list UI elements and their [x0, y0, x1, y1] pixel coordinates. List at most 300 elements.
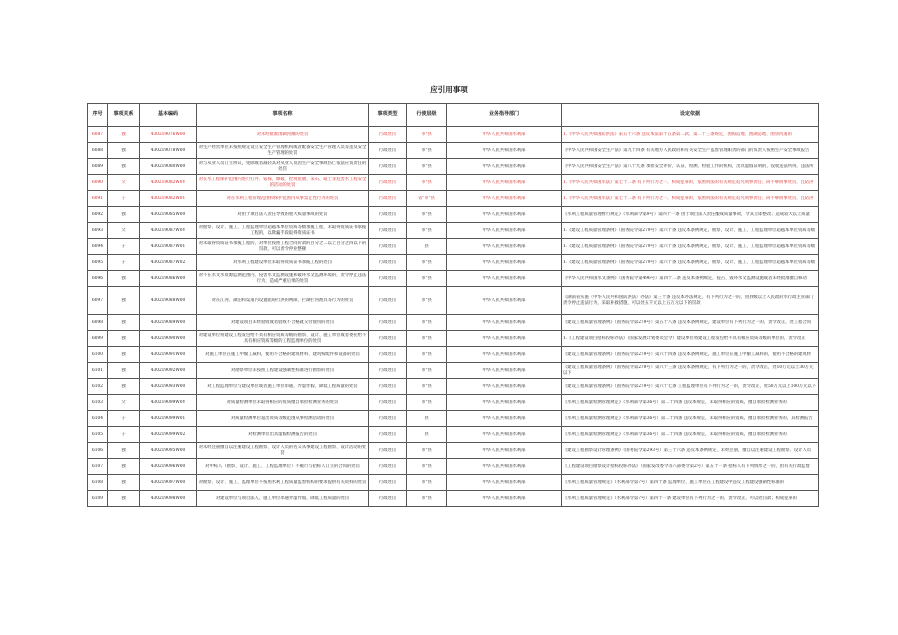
cell-relation: 独 [121, 163, 126, 169]
cell-type: 行政处罚 [378, 415, 397, 421]
cell-basis: 《水利工程质量管理规定》（水利部令第7号）第四十一条 建设单位有下列行为之一的，责令改正，可以处罚款；构成犯罪的 [563, 495, 797, 501]
cell-code-wrap [140, 159, 197, 175]
cell-type-wrap [369, 159, 407, 175]
cell-type: 行政处罚 [378, 319, 397, 325]
cell-code-wrap [140, 271, 197, 287]
cell-type: 行政处罚 [378, 227, 397, 233]
cell-code: 430219098W00 [150, 495, 186, 501]
cell-no: 6107 [92, 463, 103, 469]
cell-name-wrap [197, 459, 369, 475]
cell-basis-wrap [562, 347, 819, 363]
cell-level-wrap [407, 287, 447, 315]
cell-basis-wrap [562, 331, 819, 347]
cell-code: 430219093W00 [150, 383, 186, 389]
cell-dept-wrap [447, 491, 562, 507]
cell-code: 430219097W00 [150, 479, 186, 485]
cell-dept: 中华人民共和国水利部 [482, 131, 526, 137]
cell-relation: 独 [121, 147, 126, 153]
cell-code-wrap [140, 475, 197, 491]
cell-level: 市"县 [421, 367, 432, 373]
cell-basis: 《建设工程质量管理条例》（国务院令第279号）第五十八条 违反本条例规定，建设单位有下列行为之一的，责令改正，处工程合同 [563, 319, 812, 325]
table-row [88, 175, 819, 191]
cell-code-wrap [140, 443, 197, 459]
cell-basis-wrap [562, 363, 819, 379]
cell-no: 6096 [92, 275, 103, 281]
cell-code-wrap [140, 223, 197, 239]
cell-dept: 中华人民共和国水利部 [482, 351, 526, 357]
cell-no: 6105 [92, 431, 103, 437]
cell-code: 430219087W0Y [150, 227, 186, 233]
cell-basis: 《建设工程质量管理条例》（国务院令第279号）第六十三条 违反本条例规定，有下列行为之一的，责令改正，处10万元以上30万元以下 [563, 365, 814, 376]
cell-no-wrap [88, 159, 108, 175]
cell-name-wrap [197, 175, 369, 191]
cell-name-wrap [197, 143, 369, 159]
cell-no-wrap [88, 191, 108, 207]
cell-name-wrap [197, 427, 369, 443]
cell-level-wrap [407, 239, 447, 255]
cell-relation: 子 [121, 415, 126, 421]
cell-level-wrap [407, 475, 447, 491]
cell-basis-wrap [562, 475, 819, 491]
cell-level-wrap [407, 207, 447, 223]
cell-basis: 《中华人民共和国安全生产法》第八十九条 承担安全评价、认证、检测、检验工作的机构，出具虚假证明的，没收违法所得，违法所 [563, 163, 814, 169]
cell-dept: 中华人民共和国水利部 [482, 335, 526, 341]
cell-level: 市"县 [421, 163, 432, 169]
cell-level-wrap [407, 175, 447, 191]
cell-dept: 中华人民共和国水利部 [482, 367, 526, 373]
cell-type-wrap [369, 315, 407, 331]
cell-relation-wrap [108, 287, 140, 315]
cell-dept-wrap [447, 315, 562, 331]
cell-code-wrap [140, 127, 197, 143]
cell-name: 对质量检测单位未取得相应的资质擅自承担检测业务的处罚 [226, 399, 339, 405]
cell-name: 对未经注册擅自以注册建设工程勘察、设计人员的名义从事建设工程勘察、设计活动的处罚 [198, 445, 367, 456]
cell-no: 6095 [92, 259, 103, 265]
cell-type-wrap [369, 127, 407, 143]
cell-no-wrap [88, 175, 108, 191]
cell-name: 对建设项目未经验收或者验收不合格就交付使用的处罚 [230, 319, 335, 325]
cell-name: 对水利工程建设单位未取得资质证书承揽工程的处罚 [233, 259, 332, 265]
cell-dept-wrap [447, 363, 562, 379]
cell-name-wrap [197, 395, 369, 411]
cell-dept-wrap [447, 159, 562, 175]
cell-relation: 父 [121, 227, 126, 233]
cell-dept-wrap [447, 223, 562, 239]
table-row [88, 287, 819, 315]
cell-code: 430219090W00 [150, 335, 186, 341]
cell-dept-wrap [447, 127, 562, 143]
table-row [88, 379, 819, 395]
cell-level-wrap [407, 223, 447, 239]
cell-level-wrap [407, 159, 447, 175]
cell-no: 6097 [92, 297, 103, 303]
cell-type: 行政处罚 [378, 367, 397, 373]
cell-name: 对工程监理单位与建设单位或者施工单位串通，弄虚作假、降低工程质量的处罚 [207, 383, 358, 389]
cell-level: 省"市"县 [418, 195, 435, 201]
cell-name: 对中标人（勘察、设计、施工、工程监理单位）不履行与招标人订立的合同的处罚 [205, 463, 360, 469]
cell-relation: 子 [121, 195, 126, 201]
cell-no: 6102 [92, 383, 103, 389]
cell-no-wrap [88, 331, 108, 347]
cell-no: 6104 [92, 415, 103, 421]
cell-no: 6093 [92, 227, 103, 233]
cell-type-wrap [369, 331, 407, 347]
cell-no-wrap [88, 379, 108, 395]
cell-relation: 独 [121, 211, 126, 217]
cell-level: 市"县 [421, 335, 432, 341]
header-basis: 设定依据 [562, 104, 819, 127]
cell-relation: 独 [121, 447, 126, 453]
cell-code-wrap [140, 347, 197, 363]
cell-basis: 《水利工程质量检测管理规定》（水利部令第36号）第二十四条 违反本规定，未取得相应的资质，擅自承担检测业务的 [563, 431, 787, 437]
cell-basis-wrap [562, 271, 819, 287]
cell-dept: 中华人民共和国水利部 [482, 259, 526, 265]
cell-basis-wrap [562, 315, 819, 331]
cell-no: 6090 [92, 179, 103, 185]
cell-type-wrap [369, 443, 407, 459]
cell-dept-wrap [447, 143, 562, 159]
cell-code: 430219087W02 [150, 259, 186, 265]
cell-dept-wrap [447, 347, 562, 363]
cell-type: 行政处罚 [378, 399, 397, 405]
cell-no: 6094 [92, 243, 103, 249]
cell-no: 6103 [92, 399, 103, 405]
cell-code: 430219087W01 [150, 243, 186, 249]
cell-level: 市"县 [421, 131, 432, 137]
cell-level: 市"县 [421, 399, 432, 405]
cell-name-wrap [197, 239, 369, 255]
cell-basis: 《建设工程质量管理条例》（国务院令第279号）第六十七条 工程监理单位有下列行为之一的，责令改正，处50万元以上100万元以下 [563, 383, 817, 389]
cell-dept: 中华人民共和国水利部 [482, 495, 526, 501]
cell-relation-wrap [108, 159, 140, 175]
cell-type-wrap [369, 255, 407, 271]
cell-level: 市"县 [421, 147, 432, 153]
cell-dept: 中华人民共和国水利部 [482, 383, 526, 389]
cell-type: 行政处罚 [378, 179, 397, 185]
cell-relation: 父 [121, 179, 126, 185]
cell-level: 市"县 [421, 383, 432, 389]
table-row [88, 191, 819, 207]
cell-dept: 中华人民共和国水利部 [482, 211, 526, 217]
cell-no-wrap [88, 207, 108, 223]
cell-no-wrap [88, 363, 108, 379]
cell-no: 6109 [92, 495, 103, 501]
table-row [88, 491, 819, 507]
cell-no-wrap [88, 475, 108, 491]
cell-basis: 《建设工程勘察设计管理条例》（国务院令第293号）第三十六条 违反本条例规定，未经注册，擅自以注册建设工程勘察、设计人员 [563, 447, 812, 453]
cell-level-wrap [407, 411, 447, 427]
cell-relation-wrap [108, 207, 140, 223]
cell-code: 430219085W00 [150, 211, 186, 217]
cell-level: 市"县 [421, 275, 432, 281]
cell-basis: 1.《中华人民共和国水法》第七十二条 有下列行为之一，构成犯罪的，依照刑法的有关规定追究刑事责任；尚不够刑事处罚，且防洪 [563, 195, 814, 201]
cell-type: 行政处罚 [378, 463, 397, 469]
table-row [88, 143, 819, 159]
cell-no: 6092 [92, 211, 103, 217]
cell-no-wrap [88, 223, 108, 239]
header-code: 基本编码 [140, 104, 197, 127]
cell-code-wrap [140, 191, 197, 207]
cell-type-wrap [369, 287, 407, 315]
cell-basis: 《中华人民共和国水文条例》（国务院令第496号）第四十二条 违反本条例规定，侵占、毁坏水文监测设施或者未经批准擅自移动 [563, 275, 807, 281]
cell-no-wrap [88, 395, 108, 411]
cell-dept-wrap [447, 475, 562, 491]
cell-dept: 中华人民共和国水利部 [482, 275, 526, 281]
cell-dept: 中华人民共和国水利部 [482, 479, 526, 485]
cell-relation-wrap [108, 379, 140, 395]
cell-name: 对与从业人员订立协议，免除或者减轻其对从业人员因生产安全事故伤亡依法应负责任的处罚 [198, 161, 367, 172]
table-row [88, 271, 819, 287]
table-row [88, 239, 819, 255]
cell-relation-wrap [108, 271, 140, 287]
cell-code-wrap [140, 255, 197, 271]
cell-name-wrap [197, 379, 369, 395]
cell-dept-wrap [447, 255, 562, 271]
cell-relation: 独 [121, 319, 126, 325]
cell-code: 430219076W00 [150, 131, 186, 137]
cell-type: 行政处罚 [378, 479, 397, 485]
cell-name: 对在江河、湖泊和渠道内设置阻碍行洪的网障，拦湖拦河渔具等行为的处罚 [211, 297, 354, 303]
cell-no: 6098 [92, 319, 103, 325]
cell-code-wrap [140, 315, 197, 331]
cell-name-wrap [197, 491, 369, 507]
cell-level-wrap [407, 331, 447, 347]
cell-no-wrap [88, 127, 108, 143]
table-row [88, 427, 819, 443]
cell-basis: 《水利工程质量检测管理规定》（水利部令第36号）第二十四条 违反本规定，未取得相应的资质，擅自承担检测业务的，其检测报告 [563, 415, 813, 421]
cell-no-wrap [88, 347, 108, 363]
cell-code: 430219095W00 [150, 447, 186, 453]
cell-dept-wrap [447, 175, 562, 191]
cell-relation-wrap [108, 191, 140, 207]
cell-level: 市"县 [421, 351, 432, 357]
cell-code-wrap [140, 395, 197, 411]
cell-basis-wrap [562, 255, 819, 271]
cell-type: 行政处罚 [378, 351, 397, 357]
cell-level-wrap [407, 379, 447, 395]
cell-name: 对生产经营单位未按照规定设立安全生产管理机构或者配备安全生产管理人员等违反安全生产管理的处罚 [198, 145, 367, 156]
cell-code-wrap [140, 287, 197, 315]
cell-no-wrap [88, 315, 108, 331]
cell-code: 430219092W00 [150, 367, 186, 373]
cell-name-wrap [197, 223, 369, 239]
header-level: 行使层级 [407, 104, 447, 127]
cell-type: 行政处罚 [378, 243, 397, 249]
cell-relation-wrap [108, 315, 140, 331]
cell-basis: 《中华人民共和国安全生产法》第九十四条 有关地方人民政府和有关安全生产监督管理职责的部门的负责人按照生产安全事故报告 [563, 147, 810, 153]
cell-type-wrap [369, 271, 407, 287]
cell-basis-wrap [562, 191, 819, 207]
cell-basis-wrap [562, 379, 819, 395]
cell-level: 市"县 [421, 297, 432, 303]
table-row [88, 459, 819, 475]
cell-dept: 中华人民共和国水利部 [482, 415, 526, 421]
cell-relation-wrap [108, 239, 140, 255]
page-title: 应引用事项 [430, 85, 468, 94]
cell-name-wrap [197, 271, 369, 287]
cell-dept: 中华人民共和国水利部 [482, 227, 526, 233]
cell-name: 对勘察、设计、施工、监理单位不按照水利工程质量监督机构的要求提供有关资料的处罚 [198, 479, 367, 485]
cell-type: 行政处罚 [378, 131, 397, 137]
cell-dept-wrap [447, 239, 562, 255]
cell-level-wrap [407, 255, 447, 271]
cell-level-wrap [407, 491, 447, 507]
cell-type: 行政处罚 [378, 297, 397, 303]
cell-level: 市"县 [421, 479, 432, 485]
table-row [88, 315, 819, 331]
table-row [88, 411, 819, 427]
header-name: 事项名称 [197, 104, 369, 127]
cell-relation: 独 [121, 495, 126, 501]
cell-type-wrap [369, 223, 407, 239]
cell-name: 对在水工程保护范围内进行打井、钻探、爆破、挖筑鱼塘、采石、取土等危害水工程安全的活动的处罚 [198, 177, 367, 188]
cell-name: 对施工单位在施工中偷工减料，使用不合格的建筑材料、建筑构配件和设备的处罚 [205, 351, 360, 357]
cell-level: 市"县 [421, 447, 432, 453]
cell-dept-wrap [447, 287, 562, 315]
cell-name-wrap [197, 255, 369, 271]
cell-level-wrap [407, 363, 447, 379]
cell-type: 行政处罚 [378, 383, 397, 389]
cell-relation: 子 [121, 259, 126, 265]
cell-relation-wrap [108, 331, 140, 347]
cell-relation: 独 [121, 275, 126, 281]
table-body [88, 127, 819, 507]
cell-type-wrap [369, 347, 407, 363]
cell-code: 430219099W0Y [150, 399, 186, 405]
cell-level-wrap [407, 427, 447, 443]
cell-code: 430219080W00 [150, 163, 186, 169]
table-row [88, 347, 819, 363]
cell-name-wrap [197, 287, 369, 315]
cell-relation-wrap [108, 411, 140, 427]
cell-basis: 1.《建设工程质量管理条例》（国务院令第279号）第六十条 违反本条例规定，勘察、设计、施工、工程监理单位超越本单位资质等级 [563, 243, 816, 249]
cell-level-wrap [407, 347, 447, 363]
cell-dept: 中华人民共和国水利部 [482, 463, 526, 469]
table-row [88, 443, 819, 459]
cell-type-wrap [369, 395, 407, 411]
cell-basis-wrap [562, 239, 819, 255]
cell-relation-wrap [108, 255, 140, 271]
cell-type-wrap [369, 411, 407, 427]
cell-basis-wrap [562, 491, 819, 507]
cell-dept-wrap [447, 271, 562, 287]
cell-name-wrap [197, 191, 369, 207]
cell-name: 对由于项目法人责任导致的重大质量事故的处罚 [237, 211, 328, 217]
table-row [88, 475, 819, 491]
cell-basis: 1.《建设工程质量管理条例》（国务院令第279号）第六十条 违反本条例规定，勘察、设计、施工、工程监理单位超越本单位资质等级 [563, 259, 816, 265]
cell-relation: 独 [121, 463, 126, 469]
cell-code-wrap [140, 239, 197, 255]
cell-no: 6091 [92, 195, 103, 201]
cell-basis: 1.《工程建设项目招标投标办法》（国家发展计划委员会令）建设单位将建设工程发包给不具有相应资质等级的单位的，责令改正 [563, 335, 806, 341]
cell-code-wrap [140, 427, 197, 443]
cell-code: 430219099W02 [150, 431, 186, 437]
cell-no-wrap [88, 271, 108, 287]
cell-type: 行政处罚 [378, 147, 397, 153]
cell-name-wrap [197, 411, 369, 427]
cell-dept: 中华人民共和国水利部 [482, 399, 526, 405]
cell-relation: 子 [121, 243, 126, 249]
cell-name-wrap [197, 363, 369, 379]
cell-basis-wrap [562, 287, 819, 315]
cell-name: 对建设单位将建设工程发包给不具有相应资质等级的勘察、设计、施工单位或者委托给不具有相应资质等级的工程监理单位的处罚 [198, 333, 367, 344]
cell-basis-wrap [562, 159, 819, 175]
cell-code-wrap [140, 331, 197, 347]
cell-dept-wrap [447, 191, 562, 207]
cell-level: 市"县 [421, 463, 432, 469]
header-no: 序号 [88, 104, 108, 127]
cell-type: 行政处罚 [378, 495, 397, 501]
cell-dept: 中华人民共和国水利部 [482, 195, 526, 201]
cell-no: 6088 [92, 147, 103, 153]
cell-relation-wrap [108, 395, 140, 411]
cell-relation-wrap [108, 175, 140, 191]
cell-name: 对检测单位出具虚假检测报告的处罚 [248, 431, 317, 437]
cell-basis-wrap [562, 127, 819, 143]
cell-no: 6101 [92, 367, 103, 373]
table-header-row [88, 104, 819, 127]
cell-no-wrap [88, 427, 108, 443]
cell-relation-wrap [108, 127, 140, 143]
cell-basis: 《水利工程质量管理规定》（水利部令第7号）第四十条 监理单位、施工单位在工程建设中违反工程建设强制性标准的 [563, 479, 785, 485]
cell-relation: 父 [121, 399, 126, 405]
cell-level-wrap [407, 127, 447, 143]
cell-basis: 1.《中华人民共和国水法》第七十二条 有下列行为之一，构成犯罪的，依照刑法的有关规定追究刑事责任；尚不够刑事处罚，且防洪 [563, 179, 814, 185]
cell-name: 对质量检测单位超出资质等级范围从事检测活动的处罚 [230, 415, 335, 421]
cell-dept: 中华人民共和国水利部 [482, 147, 526, 153]
header-type: 事项类型 [369, 104, 407, 127]
cell-no-wrap [88, 459, 108, 475]
cell-code: 430219099W01 [150, 415, 186, 421]
cell-type-wrap [369, 239, 407, 255]
cell-basis-wrap [562, 459, 819, 475]
cell-name: 对在水利工程管理范围和保护范围内从事禁止性行为的处罚 [226, 195, 339, 201]
cell-name: 对勘察单位未按照工程建设强制性标准进行勘察的处罚 [230, 367, 335, 373]
cell-no-wrap [88, 443, 108, 459]
cell-type-wrap [369, 175, 407, 191]
cell-type: 行政处罚 [378, 447, 397, 453]
cell-name: 对未取得资质证书承揽工程的，对单位按照工程合同价款的百分之二以上百分之四以下的罚款，可以责令停业整顿 [198, 241, 367, 252]
cell-basis: 《建设工程质量管理条例》（国务院令第279号）第六十四条 违反本条例规定，施工单位在施工中偷工减料的，使用不合格的建筑材 [563, 351, 812, 357]
cell-dept: 中华人民共和国水利部 [482, 431, 526, 437]
cell-dept-wrap [447, 379, 562, 395]
cell-dept: 中华人民共和国水利部 [482, 243, 526, 249]
cell-type-wrap [369, 475, 407, 491]
cell-no-wrap [88, 491, 108, 507]
cell-code-wrap [140, 459, 197, 475]
cell-type: 行政处罚 [378, 259, 397, 265]
cell-name-wrap [197, 331, 369, 347]
cell-code-wrap [140, 379, 197, 395]
cell-basis: 《工程建设项目勘察设计招标投标办法》（国家发改委令等八部委令第2号）第五十一条 招标人有下列情形之一的，由有关行政监督 [563, 463, 810, 469]
header-dept: 业务指导部门 [447, 104, 562, 127]
cell-dept-wrap [447, 427, 562, 443]
cell-type-wrap [369, 143, 407, 159]
cell-basis-wrap [562, 395, 819, 411]
cell-no-wrap [88, 287, 108, 315]
cell-type-wrap [369, 459, 407, 475]
cell-no: 6089 [92, 163, 103, 169]
cell-no: 6106 [92, 447, 103, 453]
cell-code: 430219086W00 [150, 275, 186, 281]
cell-relation: 独 [121, 351, 126, 357]
cell-code-wrap [140, 143, 197, 159]
cell-code: 430219088W00 [150, 297, 186, 303]
cell-level: 县 [424, 431, 429, 437]
cell-relation: 独 [121, 383, 126, 389]
cell-level-wrap [407, 395, 447, 411]
cell-level: 县 [424, 243, 429, 249]
